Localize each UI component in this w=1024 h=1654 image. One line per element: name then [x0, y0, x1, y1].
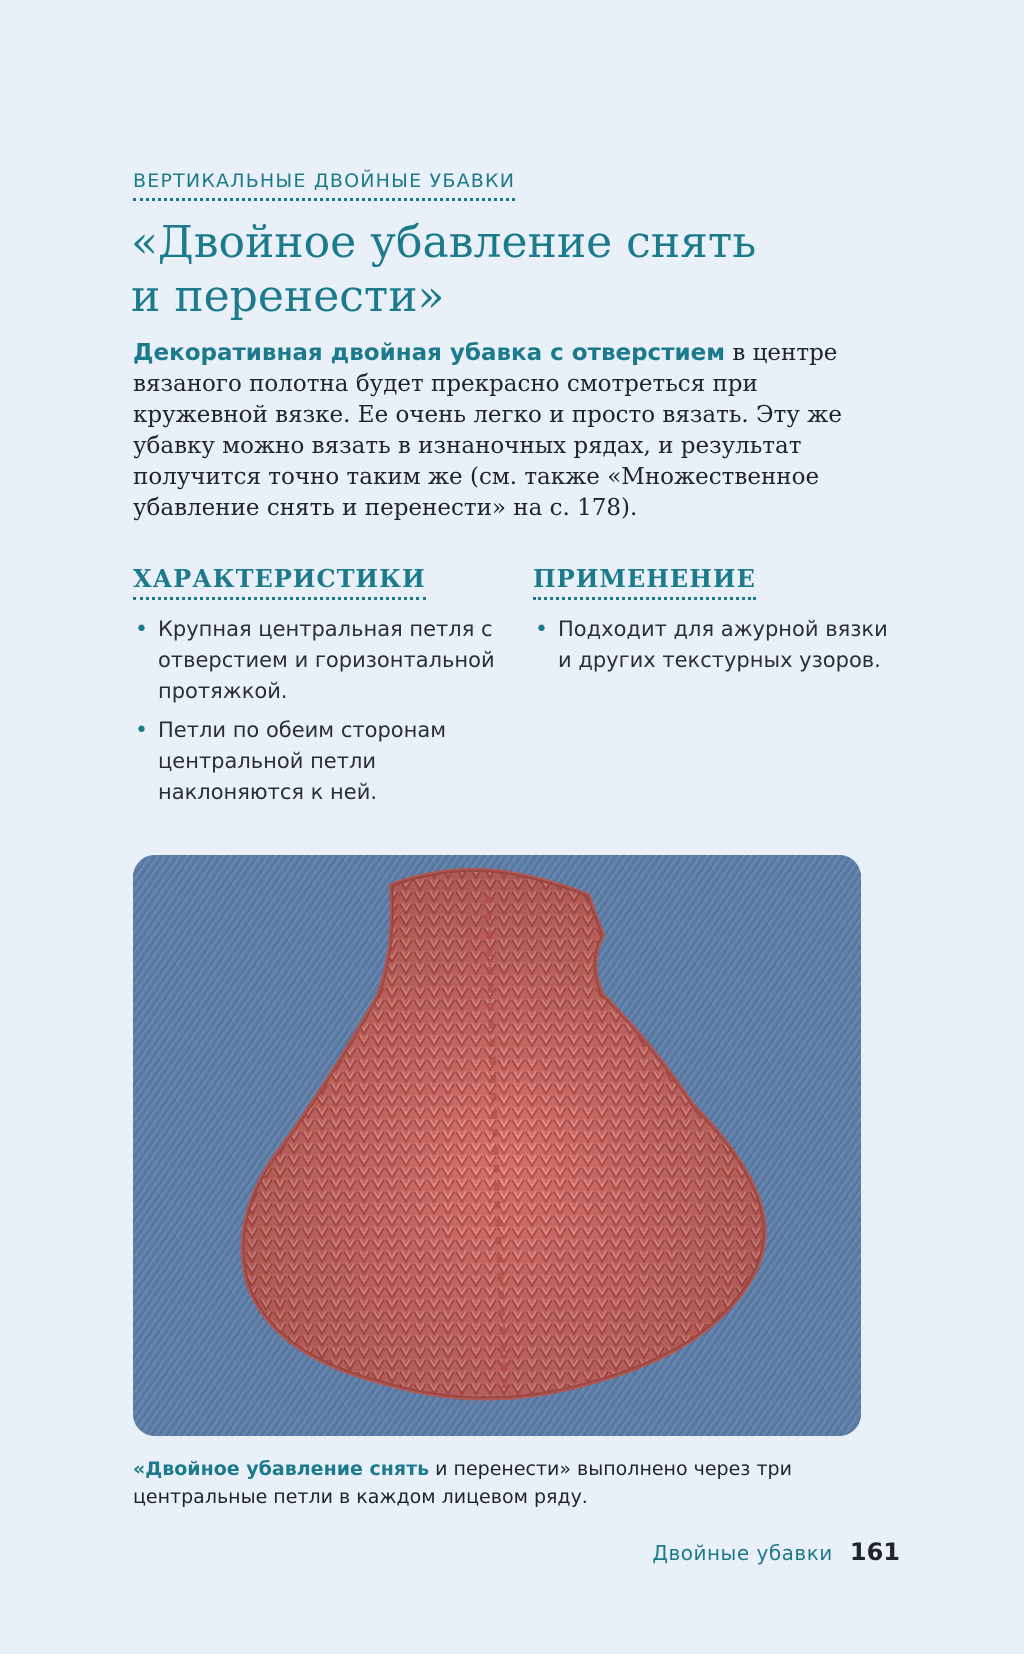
list-item [133, 715, 503, 808]
intro-lead: Декоративная двойная убавка с отверстием [133, 340, 726, 366]
characteristics-heading: ХАРАКТЕРИСТИКИ [133, 564, 426, 600]
bullet-icon: • [135, 617, 148, 642]
caption-text: и перенести» выполнено через три центральные петли в каждом лицевом ряду. [133, 1458, 792, 1508]
list-item [133, 614, 503, 707]
page-number: 161 [849, 1538, 900, 1566]
bullet-icon: • [535, 617, 548, 642]
application-list [533, 614, 903, 676]
characteristics-column [133, 564, 503, 816]
page-title [131, 216, 911, 324]
characteristics-list [133, 614, 503, 808]
intro-paragraph [133, 338, 893, 524]
list-item-text: Петли по обеим сторонам центральной петли наклоняются к ней. [158, 718, 447, 804]
bullet-icon: • [135, 718, 148, 743]
title-line-2: и перенести» [131, 271, 445, 322]
photo-caption [133, 1455, 893, 1511]
knitted-swatch-illustration [133, 855, 861, 1436]
list-item-text: Крупная центральная петля с отверстием и горизонтальной протяжкой. [158, 617, 495, 703]
list-item [533, 614, 903, 676]
application-heading: ПРИМЕНЕНИЕ [533, 564, 756, 600]
swatch-photo [133, 855, 861, 1436]
title-line-1: «Двойное убавление снять [131, 217, 757, 268]
section-label: ВЕРТИКАЛЬНЫЕ ДВОЙНЫЕ УБАВКИ [133, 170, 515, 201]
chapter-title: Двойные убавки [652, 1541, 833, 1565]
page-footer [652, 1538, 900, 1566]
application-column [533, 564, 903, 684]
caption-lead: «Двойное убавление снять [133, 1458, 430, 1480]
list-item-text: Подходит для ажурной вязки и других текстурных узоров. [558, 617, 888, 672]
intro-text: в центре вязаного полотна будет прекрасно смотреться при кружевной вязке. Ее очень легко и просто вязать. Эту же убавку можно вязать в изнаночных рядах, и результат получится точно таким же (см. также «Множественное убавление снять и перенести» на с. 178). [133, 340, 842, 521]
